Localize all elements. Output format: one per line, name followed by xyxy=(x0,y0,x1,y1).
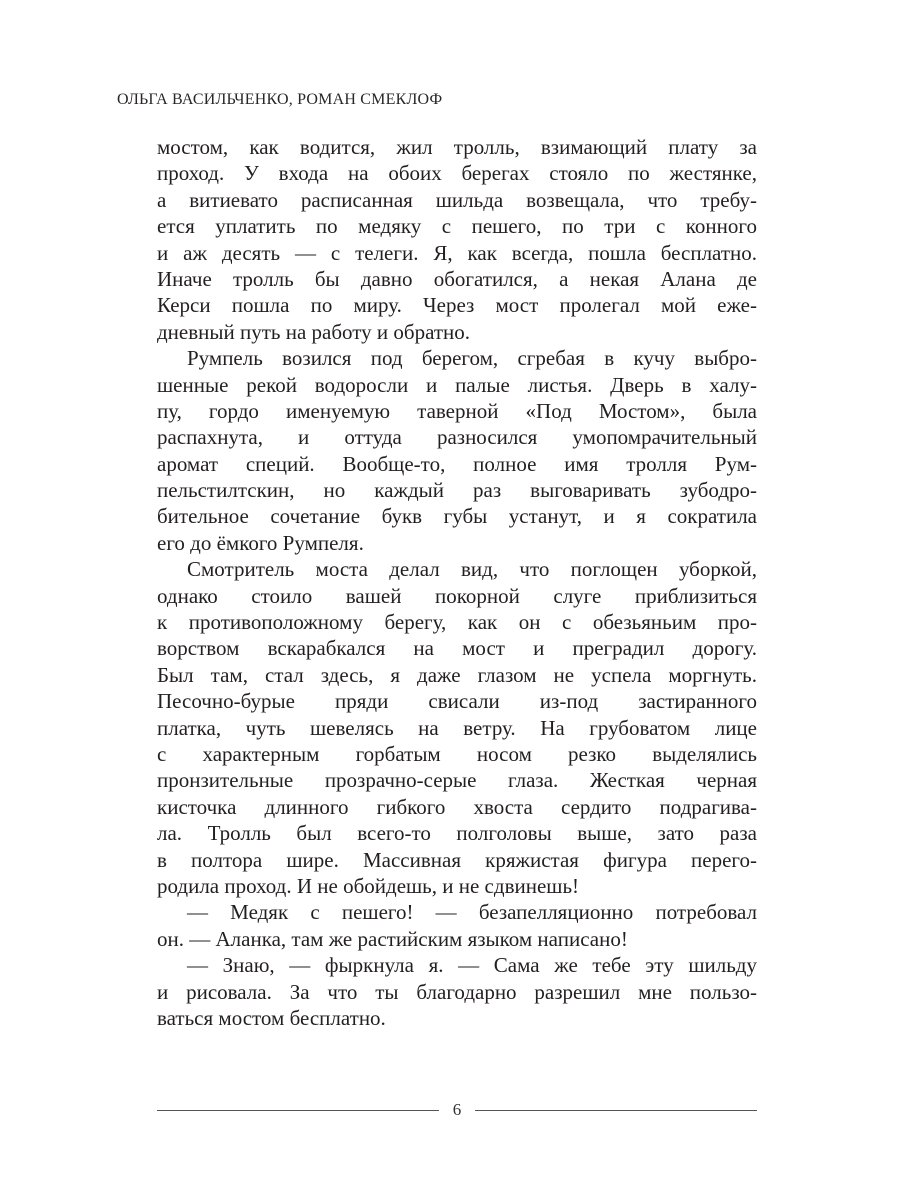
text-line: и аж десять — с телеги. Я, как всегда, пошла бесплатно. xyxy=(157,240,757,265)
text-line: Был там, стал здесь, я даже глазом не успела моргнуть. xyxy=(157,662,757,687)
text-line: а витиевато расписанная шильда возвещала, что требу- xyxy=(157,187,757,212)
text-line: и рисовала. За что ты благодарно разрешил мне пользо- xyxy=(157,979,757,1004)
text-line: пельстилтскин, но каждый раз выговаривать зубодро- xyxy=(157,478,757,503)
page-footer xyxy=(157,1098,757,1122)
text-line: Керси пошла по миру. Через мост пролегал мой еже- xyxy=(157,293,757,318)
text-line: Румпель возился под берегом, сгребая в кучу выбро- xyxy=(187,346,757,371)
text-line: он. — Аланка, там же растийским языком написано! xyxy=(157,926,628,951)
text-line: мостом, как водится, жил тролль, взимающий плату за xyxy=(157,135,757,159)
text-line: платка, чуть шевелясь на ветру. На грубоватом лице xyxy=(157,715,757,740)
text-line: пу, гордо именуемую таверной «Под Мостом», была xyxy=(157,398,757,423)
paragraph xyxy=(157,952,757,1031)
page-number: 6 xyxy=(452,1100,462,1119)
text-line: Песочно-бурые пряди свисали из-под застиранного xyxy=(157,689,757,714)
text-line: дневный путь на работу и обратно. xyxy=(157,319,471,344)
text-line: — Знаю, — фыркнула я. — Сама же тебе эту шильду xyxy=(187,953,757,978)
text-line: Иначе тролль бы давно обогатился, а некая Алана де xyxy=(157,266,757,291)
text-line: бительное сочетание букв губы устанут, и я сократила xyxy=(157,504,757,529)
paragraph xyxy=(157,345,757,556)
text-line: в полтора шире. Массивная кряжистая фигура перего- xyxy=(157,847,757,872)
text-line: — Медяк с пешего! — безапелляционно потребовал xyxy=(187,900,757,925)
text-line: распахнута, и оттуда разносился умопомрачительный xyxy=(157,425,757,450)
paragraph xyxy=(157,899,757,952)
text-line: ваться мостом бесплатно. xyxy=(157,1005,386,1030)
text-line: пронзительные прозрачно-серые глаза. Жесткая черная xyxy=(157,768,757,793)
text-line: ла. Тролль был всего-то полголовы выше, зато раза xyxy=(157,821,757,846)
text-line: шенные рекой водоросли и палые листья. Дверь в халу- xyxy=(157,372,757,397)
text-line: его до ёмкого Румпеля. xyxy=(157,530,364,555)
text-line: ворством вскарабкался на мост и преградил дорогу. xyxy=(157,636,757,661)
body-text xyxy=(157,134,757,1031)
text-line: однако стоило вашей покорной слуге приблизиться xyxy=(157,583,757,608)
paragraph xyxy=(157,134,757,345)
paragraph xyxy=(157,556,757,899)
text-line: с характерным горбатым носом резко выделялись xyxy=(157,741,757,766)
footer-rule-right xyxy=(475,1110,757,1111)
text-line: аромат специй. Вообще-то, полное имя тролля Рум- xyxy=(157,451,757,476)
text-line: ется уплатить по медяку с пешего, по три с конного xyxy=(157,214,757,239)
text-line: Смотритель моста делал вид, что поглощен уборкой, xyxy=(187,557,757,582)
text-line: проход. У входа на обоих берегах стояло по жестянке, xyxy=(157,161,757,186)
text-line: кисточка длинного гибкого хвоста сердито подрагива- xyxy=(157,794,757,819)
text-line: к противоположному берегу, как он с обезьяньим про- xyxy=(157,610,757,635)
text-line: родила проход. И не обойдешь, и не сдвинешь! xyxy=(157,873,580,898)
running-head: ОЛЬГА ВАСИЛЬЧЕНКО, РОМАН СМЕКЛОФ xyxy=(117,91,443,108)
